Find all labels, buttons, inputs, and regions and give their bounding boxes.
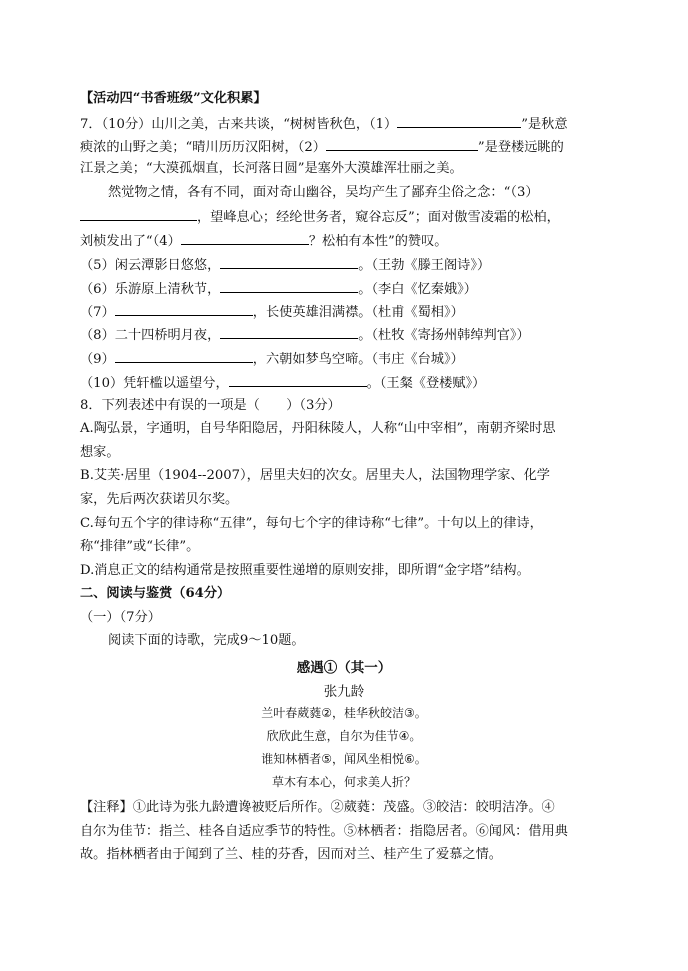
q8-option-a-line-1: A.陶弘景，字通明，自号华阳隐居，丹阳秣陵人，人称“山中宰相”，南朝齐梁时思 bbox=[80, 421, 556, 436]
poem-title: 感遇①（其一） bbox=[296, 660, 392, 676]
answer-blank-8[interactable] bbox=[220, 325, 358, 339]
q7-item-8: （8）二十四桥明月夜， 。（杜牧《寄扬州韩绰判官》） bbox=[80, 325, 530, 345]
q7-line-2: 瘐浓的山野之美；“晴川历历汉阳树，（2） ”是登楼远眺的 bbox=[80, 137, 564, 157]
q8-option-b-line-2: 家，先后两次获诺贝尔奖。 bbox=[80, 492, 239, 507]
q8-option-c-line-1: C.每句五个字的律诗称“五律”，每句七个字的律诗称“七律”。十句以上的律诗， bbox=[80, 516, 543, 531]
answer-blank-10[interactable] bbox=[229, 373, 367, 387]
section-header: 【活动四“书香班级”文化积累】 bbox=[80, 91, 267, 106]
section-2-heading: 二、阅读与鉴赏（64分） bbox=[80, 586, 231, 601]
q7-line-6: 刘桢发出了“（4） ？松柏有本性”的赞叹。 bbox=[80, 231, 447, 251]
q7-item-9: （9） ，六朝如梦鸟空啼。（韦庄《台城》） bbox=[80, 349, 464, 369]
q7-line-4: 然觉物之情，各有不同，面对奇山幽谷，吴均产生了鄙弃尘俗之念：“（3） bbox=[108, 185, 539, 200]
q8-option-c-line-2: 称“排律”或“长律”。 bbox=[80, 539, 200, 554]
q7-item-7: （7） ，长使英雄泪满襟。（杜甫《蜀相》） bbox=[80, 302, 464, 322]
q7-item-6: （6）乐游原上清秋节， 。（李白《忆秦娥》） bbox=[80, 279, 477, 299]
answer-blank-9[interactable] bbox=[115, 349, 253, 363]
poem-line-3: 谁知林栖者⑤，闻风坐相悦⑥。 bbox=[261, 752, 427, 766]
q8-stem: 8．下列表述中有误的一项是（ ）（3分） bbox=[80, 398, 341, 413]
answer-blank-6[interactable] bbox=[220, 279, 358, 293]
answer-blank-5[interactable] bbox=[220, 255, 358, 269]
part-1-heading: （一）（7分） bbox=[80, 610, 161, 625]
q8-option-d: D.消息正文的结构通常是按照重要性递增的原则安排，即所谓“金字塔”结构。 bbox=[80, 563, 530, 578]
q7-line-5: ，望峰息心；经纶世务者，窥谷忘反”；面对傲雪凌霜的松柏， bbox=[80, 207, 560, 227]
poem-line-1: 兰叶春葳蕤②，桂华秋皎洁③。 bbox=[261, 706, 427, 720]
answer-blank-2[interactable] bbox=[326, 137, 478, 151]
answer-blank-1[interactable] bbox=[397, 114, 521, 128]
q7-item-10: （10）凭轩槛以遥望兮， 。（王粲《登楼赋》） bbox=[80, 373, 485, 393]
poem-line-2: 欣欣此生意，自尔为佳节④。 bbox=[266, 729, 422, 743]
q7-line-3: 江景之美；“大漠孤烟直，长河落日圆”是塞外大漠雄浑壮丽之美。 bbox=[80, 161, 463, 176]
q7-item-5: （5）闲云潭影日悠悠， 。（王勃《滕王阁诗》） bbox=[80, 255, 490, 275]
notes-line-3: 故。指林栖者由于闻到了兰、桂的芬香，因而对兰、桂产生了爱慕之情。 bbox=[80, 847, 502, 862]
q8-option-b-line-1: B.艾芙·居里（1904--2007），居里夫妇的次女。居里夫人，法国物理学家、化学 bbox=[80, 468, 550, 483]
reading-instruction: 阅读下面的诗歌，完成9～10题。 bbox=[108, 633, 305, 648]
answer-blank-4[interactable] bbox=[181, 231, 309, 245]
q7-line-1: 7．（10分）山川之美，古来共谈，“树树皆秋色，（1） ”是秋意 bbox=[80, 114, 568, 134]
poem-author: 张九龄 bbox=[323, 684, 365, 700]
answer-blank-7[interactable] bbox=[115, 302, 253, 316]
poem-line-4: 草木有本心，何求美人折？ bbox=[271, 775, 416, 789]
notes-line-1: 【注释】①此诗为张九龄遭谗被贬后所作。②葳蕤：茂盛。③皎洁：皎明洁净。④ bbox=[80, 800, 555, 815]
q8-option-a-line-2: 想家。 bbox=[80, 445, 120, 460]
answer-blank-3[interactable] bbox=[80, 207, 197, 221]
notes-line-2: 自尔为佳节：指兰、桂各自适应季节的特性。⑤林栖者：指隐居者。⑥闻风：借用典 bbox=[80, 824, 568, 839]
